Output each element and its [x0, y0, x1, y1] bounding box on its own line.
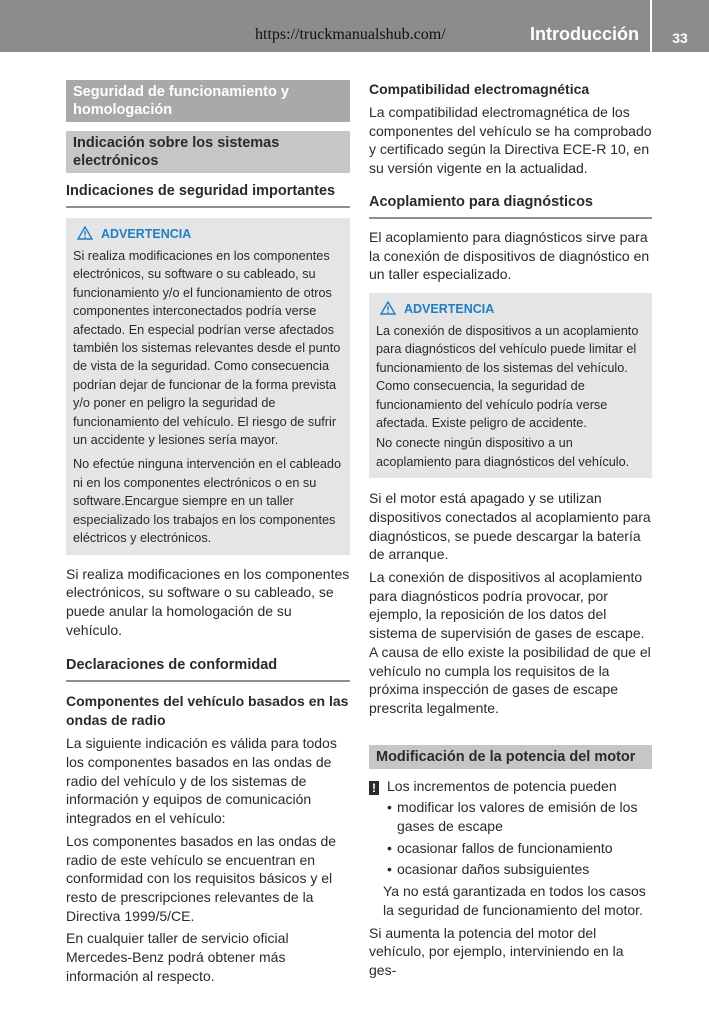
warning-text: Si realiza modificaciones en los componentes electrónicos, su software o su cableado, su funcionamiento y/o el funcionamiento de otros componentes interconectados podría verse afectado. En especial podrían verse afectados también los sistemas relevantes desde el punto de vista de la seguridad. Como consecuencia podrían dejar de funcionar de la forma prevista y/o poner en peligro la seguridad de funcionamiento del vehículo. El riesgo de sufrir un accidente y lesiones sería mayor. — [73, 249, 341, 448]
section-bar-safety: Seguridad de funcionamiento y homologación — [66, 80, 350, 122]
paragraph-service-info: En cualquier taller de servicio oficial Mercedes-Benz podrá obtener más información al respecto. — [66, 930, 289, 984]
heading-conformity: Declaraciones de conformidad — [66, 656, 350, 682]
warning-header — [376, 301, 645, 319]
subheading-emc: Compatibilidad electromagnética — [369, 81, 590, 97]
paragraph-radio-scope: La siguiente indicación es válida para todos los componentes basados en las ondas de radio del vehículo y de los sistemas de información y equipos de comunicación integrados en el vehículo: — [66, 735, 337, 827]
list-item: • ocasionar fallos de funcionamiento — [387, 839, 652, 858]
right-column — [369, 80, 652, 980]
paragraph-battery: Si el motor está apagado y se utilizan dispositivos conectados al acoplamiento para diagnósticos, se puede descargar la batería de arranque. — [369, 490, 651, 563]
warning-instruction: No conecte ningún dispositivo a un acoplamiento para diagnósticos del vehículo. — [376, 436, 630, 469]
paragraph-engine-power: Si aumenta la potencia del motor del vehículo, por ejemplo, interviniendo en la ges- — [369, 924, 624, 978]
page-number: 33 — [672, 30, 688, 46]
header-divider — [650, 0, 652, 52]
source-url[interactable]: https://truckmanualshub.com/ — [255, 26, 446, 43]
caution-intro — [369, 777, 652, 796]
paragraph-diagnostics: El acoplamiento para diagnósticos sirve para la conexión de dispositivos de diagnóstico en un taller especializado. — [369, 228, 650, 283]
caution-list — [369, 798, 652, 879]
list-item: • ocasionar daños subsiguientes — [387, 860, 652, 879]
paragraph-emc: La compatibilidad electromagnética de los componentes del vehículo se ha comprobado y certificado según la Directiva ECE-R 10, en su versión vigente en la actualidad. — [369, 104, 652, 177]
heading-safety-notes: Indicaciones de seguridad importantes — [66, 182, 350, 208]
warning-header — [73, 226, 343, 244]
warning-instruction: No efectúe ninguna intervención en el cableado ni en los componentes electrónicos o en su software.Encargue siempre en un taller especializado los trabajos en los componentes eléctricos y electrónicos. — [73, 457, 342, 546]
warning-triangle-icon — [380, 301, 396, 319]
heading-diagnostics: Acoplamiento para diagnósticos — [369, 193, 652, 219]
list-item: • modificar los valores de emisión de los gases de escape — [387, 798, 652, 835]
warning-text: La conexión de dispositivos a un acoplamiento para diagnósticos del vehículo puede limitar el funcionamiento de los sistemas del vehículo. Como consecuencia, la seguridad de funcionamiento del vehículo podría verse afectada. Existe peligro de accidente. — [376, 323, 639, 430]
paragraph-radio-directive: Los componentes basados en las ondas de radio de este vehículo se encuentran en conformidad con los requisitos básicos y el resto de prescripciones relevantes de la Directiva 1999/5/CE. — [66, 832, 337, 924]
page-header — [0, 0, 709, 52]
exclamation-box-icon: ! — [369, 781, 379, 795]
left-column — [66, 80, 350, 985]
section-bar-engine-power: Modificación de la potencia del motor — [369, 745, 652, 769]
section-bar-electronics: Indicación sobre los sistemas electrónicos — [66, 131, 350, 173]
warning-box-electronics — [66, 218, 350, 555]
paragraph-homologation: Si realiza modificaciones en los componentes electrónicos, su software o su cableado, se puede anular la homologación de su vehículo. — [66, 565, 350, 638]
caution-intro-text: Los incrementos de potencia pueden — [387, 777, 617, 794]
caution-note: Ya no está garantizada en todos los casos la seguridad de funcionamiento del motor. — [383, 883, 646, 918]
warning-box-diagnostics — [369, 293, 652, 478]
paragraph-exhaust: La conexión de dispositivos al acoplamiento para diagnósticos podría provocar, por ejemplo, la reposición de los datos del sistema de supervisión de gases de escape. A causa de ello existe la posibilidad de que el vehículo no cumpla los requisitos de la próxima inspección de gases de escape prescrita legalmente. — [369, 568, 651, 716]
warning-triangle-icon — [77, 226, 93, 244]
warning-label: ADVERTENCIA — [101, 227, 192, 241]
section-title: Introducción — [530, 24, 639, 44]
subheading-radio-components: Componentes del vehículo basados en las ondas de radio — [66, 693, 349, 729]
warning-label: ADVERTENCIA — [404, 301, 495, 316]
